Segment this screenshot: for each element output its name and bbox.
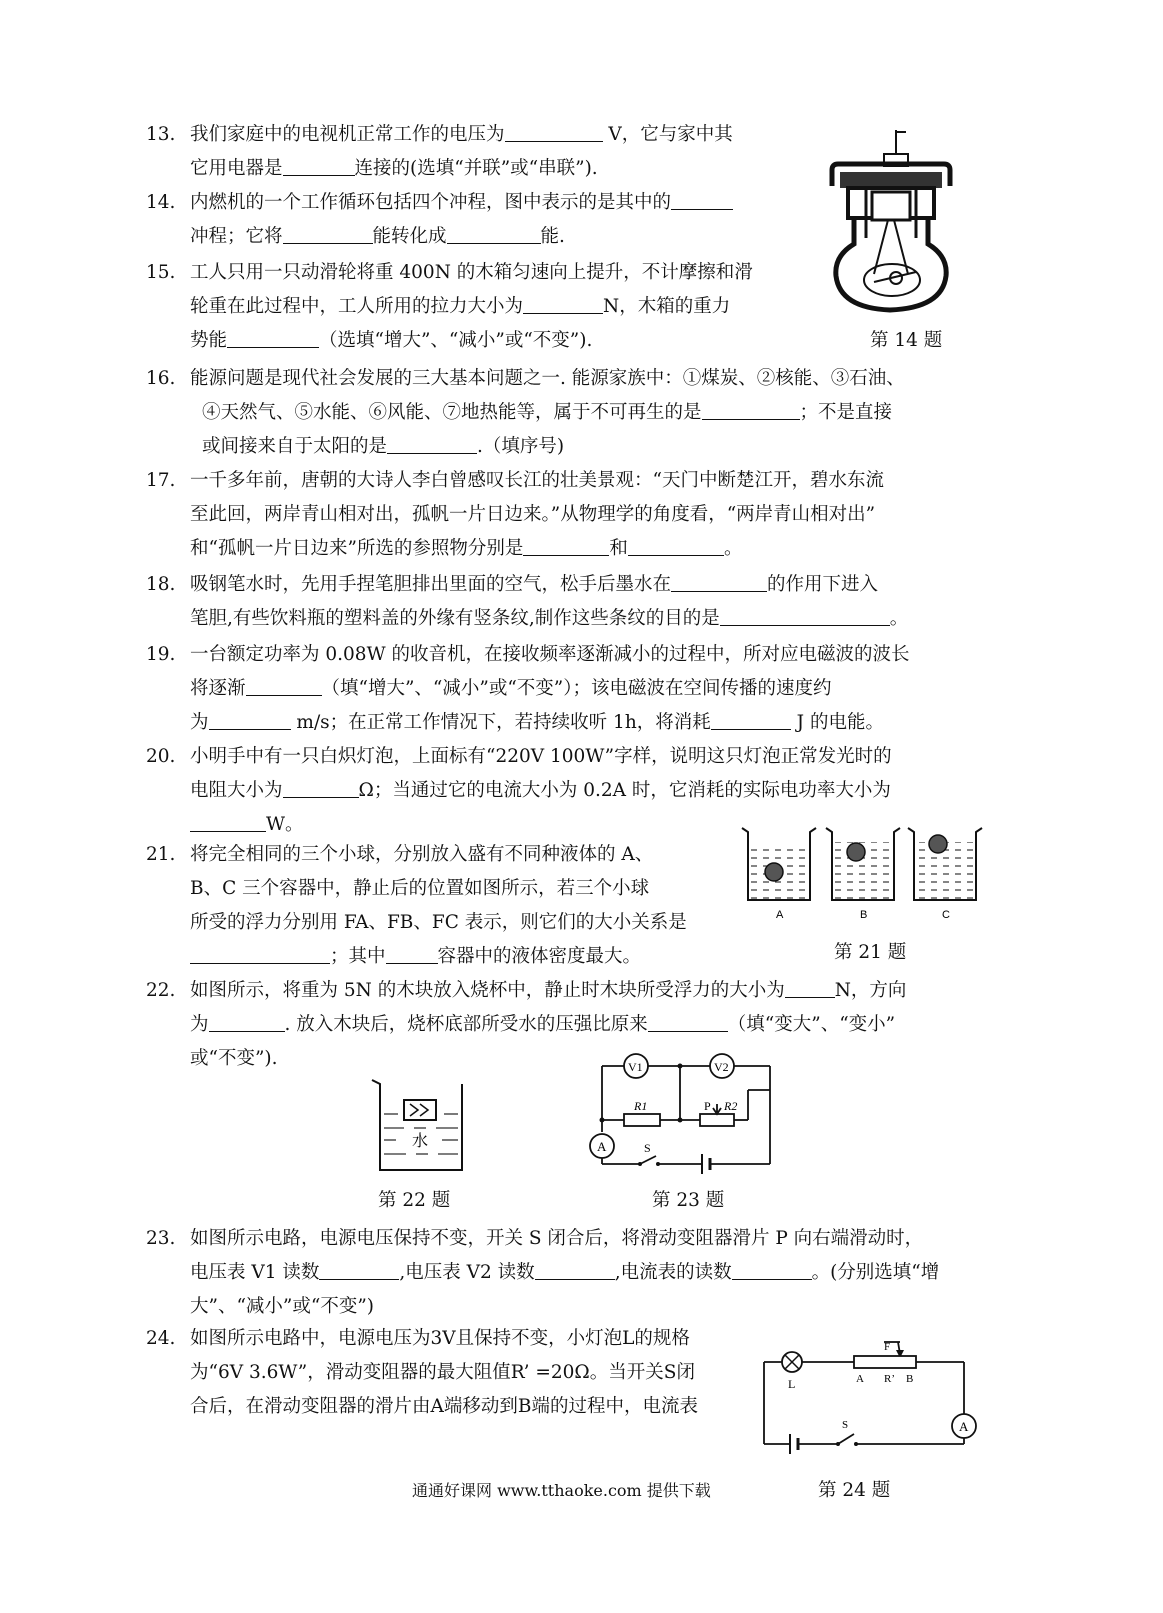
answer-blank[interactable]	[648, 1009, 728, 1032]
question-number: 23.	[146, 1228, 176, 1249]
engine-figure	[826, 126, 956, 316]
beaker-a	[742, 828, 816, 900]
question-number: 19.	[146, 644, 176, 665]
answer-blank[interactable]	[283, 153, 355, 176]
question-21: 21. 将完全相同的三个小球，分别放入盛有不同种液体的 A、 B、C 三个容器中，静止后的位置如图所示，若三个小球 所受的浮力分别用 FA、FB、FC 表示，则它们的大小关系是 ；其中 容器中的液体密度最大。	[146, 838, 736, 974]
question-22: 22. 如图所示，将重为 5N 的木块放入烧杯中，静止时木块所受浮力的大小为 N，方向 为 . 放入木块后，烧杯底部所受水的压强比原来 （填“变大”、“变小” 或“不变”).	[146, 974, 986, 1076]
answer-blank[interactable]	[246, 673, 322, 696]
question-number: 18.	[146, 574, 176, 595]
answer-blank[interactable]	[523, 533, 609, 556]
question-20: 20. 小明手中有一只白炽灯泡，上面标有“220V 100W”字样，说明这只灯泡正常发光时的 电阻大小为 Ω；当通过它的电流大小为 0.2A 时，它消耗的实际电功率大小为 W。	[146, 740, 986, 842]
circuit-24-figure	[756, 1334, 988, 1462]
answer-blank[interactable]	[319, 1257, 399, 1280]
voltmeter-v2-label: V2	[714, 1060, 729, 1074]
question-16: 16. 能源问题是现代社会发展的三大基本问题之一. 能源家族中：①煤炭、②核能、③石油、 ④天然气、⑤水能、⑥风能、⑦地热能等，属于不可再生的是 ；不是直接 或间接来自于太阳的是 .（填序号)	[146, 362, 986, 464]
beaker-block-figure	[368, 1074, 472, 1178]
answer-blank[interactable]	[720, 603, 890, 626]
answer-blank[interactable]	[209, 1009, 285, 1032]
answer-blank[interactable]	[447, 221, 541, 244]
slider-f-label: F	[884, 1341, 891, 1353]
question-number: 21.	[146, 844, 176, 865]
beaker-label: A	[776, 909, 784, 921]
figure-22-caption: 第 22 题	[378, 1190, 451, 1211]
question-number: 14.	[146, 192, 176, 213]
question-19: 19. 一台额定功率为 0.08W 的收音机，在接收频率逐渐减小的过程中，所对应电磁波的波长 将逐渐 （填“增大”、“减小”或“不变”）；该电磁波在空间传播的速度约 为 m/s；在正常工作情况下，若持续收听 1h，将消耗 J 的电能。	[146, 638, 986, 740]
question-24: 24. 如图所示电路中，电源电压为3V且保持不变，小灯泡L的规格 为“6V 3.6W”，滑动变阻器的最大阻值R’ =20Ω。当开关S闭 合后，在滑动变阻器的滑片由A端移动到B端的过程中，电流表	[146, 1322, 746, 1424]
figure-21-caption: 第 21 题	[834, 942, 907, 963]
question-14: 14. 内燃机的一个工作循环包括四个冲程，图中表示的是其中的 冲程；它将 能转化成 能.	[146, 186, 826, 254]
question-13: 13. 我们家庭中的电视机正常工作的电压为 V，它与家中其 它用电器是 连接的(选填“并联”或“串联”).	[146, 118, 826, 186]
question-18: 18. 吸钢笔水时，先用手捏笔胆排出里面的空气，松手后墨水在 的作用下进入 笔胆,有些饮料瓶的塑料盖的外缘有竖条纹,制作这些条纹的目的是 。	[146, 568, 986, 636]
question-number: 22.	[146, 980, 176, 1001]
answer-blank[interactable]	[732, 1257, 812, 1280]
beakers-figure	[738, 822, 1008, 926]
ammeter-label: A	[597, 1139, 607, 1154]
answer-blank[interactable]	[702, 397, 800, 420]
question-number: 24.	[146, 1328, 176, 1349]
answer-blank[interactable]	[711, 707, 791, 730]
answer-blank[interactable]	[505, 119, 603, 142]
answer-blank[interactable]	[190, 809, 266, 832]
end-b-label: B	[906, 1373, 914, 1385]
question-number: 17.	[146, 470, 176, 491]
answer-blank[interactable]	[227, 325, 319, 348]
question-number: 15.	[146, 262, 176, 283]
figure-24-caption: 第 24 题	[818, 1480, 891, 1501]
slider-p-label: P	[704, 1099, 711, 1113]
answer-blank[interactable]	[190, 941, 330, 964]
answer-blank[interactable]	[209, 707, 291, 730]
answer-blank[interactable]	[671, 187, 733, 210]
circuit-23-figure	[580, 1046, 780, 1176]
resistor-r1-label: R1	[634, 1099, 648, 1113]
beaker-label: C	[942, 909, 950, 921]
ammeter-label: A	[959, 1419, 969, 1434]
answer-blank[interactable]	[535, 1257, 615, 1280]
rheostat-label: R’	[884, 1373, 895, 1385]
question-23: 23. 如图所示电路，电源电压保持不变，开关 S 闭合后，将滑动变阻器滑片 P 向右端滑动时， 电压表 V1 读数 ,电压表 V2 读数 ,电流表的读数 。(分别选填“增 大”、“减小”或“不变”)	[146, 1222, 986, 1324]
beaker-b	[826, 828, 900, 900]
footer-source: 通通好课网 www.tthaoke.com 提供下载	[412, 1481, 711, 1500]
question-number: 16.	[146, 368, 176, 389]
answer-blank[interactable]	[387, 431, 477, 454]
answer-blank[interactable]	[523, 291, 603, 314]
answer-blank[interactable]	[283, 221, 373, 244]
question-17: 17. 一千多年前，唐朝的大诗人李白曾感叹长江的壮美景观：“天门中断楚江开，碧水东流 至此回，两岸青山相对出，孤帆一片日边来。”从物理学的角度看，“两岸青山相对出” 和“孤帆一片日边来”所选的参照物分别是 和 。	[146, 464, 986, 566]
switch-s-label: S	[644, 1141, 651, 1155]
answer-blank[interactable]	[628, 533, 724, 556]
resistor-r2-label: R2	[724, 1099, 738, 1113]
switch-s-label: S	[842, 1419, 849, 1431]
question-15: 15. 工人只用一只动滑轮将重 400N 的木箱匀速向上提升，不计摩擦和滑 轮重在此过程中，工人所用的拉力大小为 N，木箱的重力 势能 （选填“增大”、“减小”或“不变”).	[146, 256, 826, 358]
figure-23-caption: 第 23 题	[652, 1190, 725, 1211]
beaker-c	[908, 828, 982, 900]
question-number: 13.	[146, 124, 176, 145]
figure-14-caption: 第 14 题	[870, 330, 943, 351]
answer-blank[interactable]	[785, 975, 835, 998]
beaker-label: B	[860, 909, 868, 921]
answer-blank[interactable]	[671, 569, 767, 592]
water-label: 水	[412, 1131, 429, 1150]
answer-blank[interactable]	[386, 941, 438, 964]
answer-blank[interactable]	[283, 775, 359, 798]
lamp-l-label: L	[788, 1377, 796, 1391]
question-number: 20.	[146, 746, 176, 767]
end-a-label: A	[856, 1373, 864, 1385]
voltmeter-v1-label: V1	[628, 1060, 643, 1074]
